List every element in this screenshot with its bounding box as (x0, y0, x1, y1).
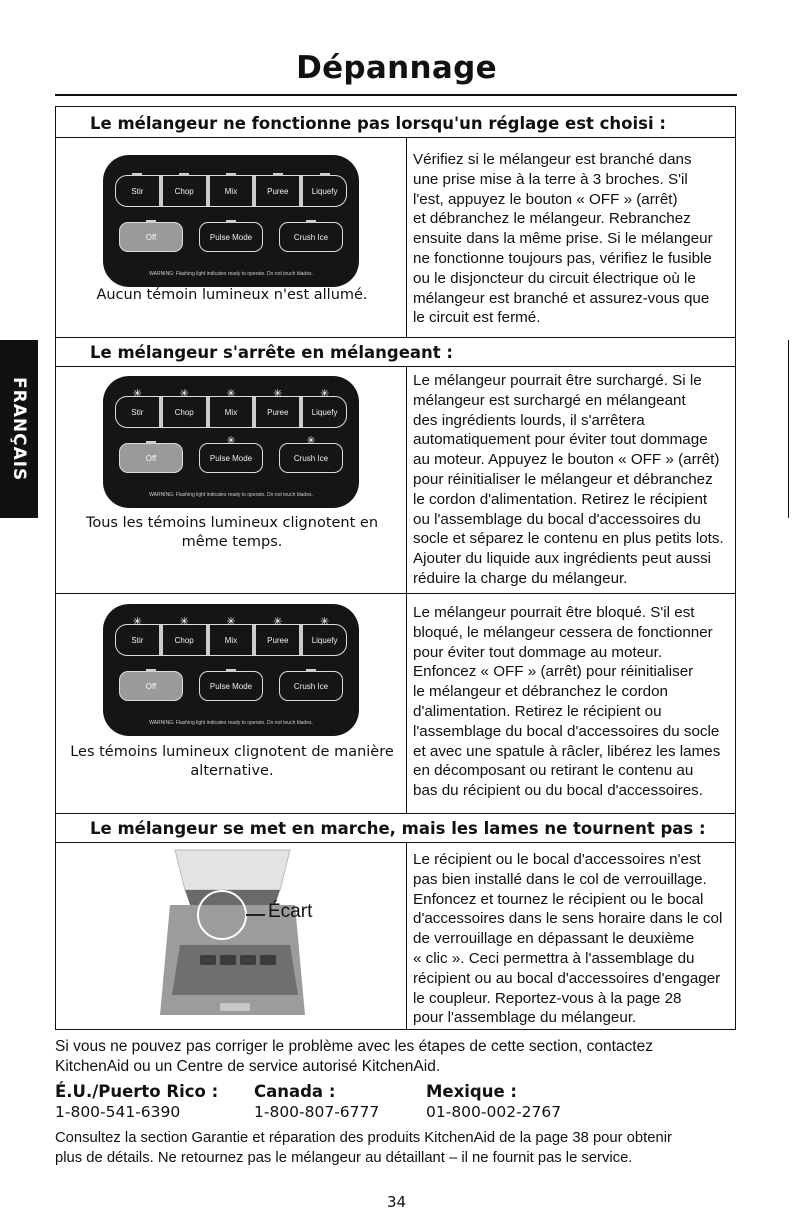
title-divider (55, 94, 737, 96)
panel-warning: WARNING: Flashing light indicates ready to operate. Do not touch blades. (149, 492, 313, 498)
problem-caption: Tous les témoins lumineux clignotent en même temps. (85, 515, 379, 550)
flash-icon: ✳ (319, 616, 330, 628)
flash-icon: ✳ (132, 616, 142, 628)
flash-icon: ✳ (319, 388, 330, 400)
column-divider (406, 137, 407, 337)
column-divider (406, 366, 407, 813)
section-divider (55, 842, 736, 843)
control-panel-flashing-image (103, 376, 359, 508)
control-panel-image (103, 155, 359, 287)
flash-icon: ✳ (226, 435, 236, 447)
speed-button: ✳ Stir (131, 616, 144, 645)
solution-text: Le mélangeur pourrait être surchargé. Si le mélangeur est surchargé en mélangeant des ingrédients lourds, il s'arrêtera automatiquement pour éviter tout dommage au moteur. Appuyez le bouton « OFF » (arrêt) pour réinitialiser le mélangeur et débranchez le cordon d'alimentation. Retirez le récipient ou l'assemblage du bocal d'accessoires du socle et séparez le contenu en plus petits lots. Ajouter du liquide aux ingrédients peut aussi réduire la charge du mélangeur. (413, 372, 724, 587)
section-heading-blades: Le mélangeur se met en marche, mais les lames ne tournent pas : (90, 819, 706, 838)
flash-icon: ✳ (179, 616, 189, 628)
speed-button: ✳ Liquefy (311, 616, 338, 645)
speed-button: Mix (210, 176, 253, 206)
speed-button: ✳ Chop (174, 616, 194, 645)
flash-icon: ✳ (179, 388, 189, 400)
flash-icon: ✳ (273, 616, 283, 628)
section-divider (55, 366, 736, 367)
speed-button: Liquefy (303, 176, 346, 206)
gap-label: Écart (268, 901, 313, 922)
control-panel-alternating-image (103, 604, 359, 736)
page-number: 34 (386, 1193, 407, 1211)
language-side-tab (0, 340, 38, 518)
blender-illustration (140, 845, 330, 1025)
speed-button: ✳ Stir (131, 388, 144, 417)
contact-canada: Canada : 1-800-807-6777 (254, 1082, 380, 1121)
contact-intro: Si vous ne pouvez pas corriger le problème avec les étapes de cette section, contactez KitchenAid ou un Centre de service autorisé KitchenAid. (55, 1038, 653, 1075)
flash-icon: ✳ (273, 388, 283, 400)
speed-button: ✳ Mix (224, 388, 238, 417)
speed-button: ✳ Liquefy (311, 388, 338, 417)
pulse-mode-button: Pulse Mode (199, 671, 263, 701)
speed-button: ✳ Mix (224, 616, 238, 645)
panel-warning: WARNING: Flashing light indicates ready to operate. Do not touch blades. (149, 720, 313, 726)
problem-caption: Aucun témoin lumineux n'est allumé. (96, 287, 368, 303)
contact-mexico: Mexique : 01-800-002-2767 (426, 1082, 562, 1121)
flash-icon: ✳ (226, 616, 236, 628)
section-divider (55, 137, 736, 138)
warranty-note: Consultez la section Garantie et réparation des produits KitchenAid de la page 38 pour obtenir plus de détails. Ne retournez pas le mélangeur au détaillant – il ne fournit pas le service. (55, 1130, 672, 1166)
off-button: Off (119, 443, 183, 473)
solution-text: Le mélangeur pourrait être bloqué. S'il est bloqué, le mélangeur cessera de fonctionner pour éviter tout dommage au moteur. Enfoncez « OFF » (arrêt) pour réinitialiser le mélangeur et débranchez le cordon d'alimentation. Retirez le récipient ou l'assemblage du bocal d'accessoires du socle et avec une spatule à râcler, libérez les lames en décomposant ou retirant le contenu au bas du récipient ou du bocal d'accessoires. (413, 604, 721, 800)
crush-ice-button: Crush Ice (279, 222, 343, 252)
off-button: Off (119, 671, 183, 701)
right-margin-rule (788, 340, 789, 518)
section-divider (55, 593, 736, 594)
side-tab-label: FRANÇAIS (9, 376, 29, 482)
speed-button: ✳ Puree (267, 388, 289, 417)
section-heading-no-start: Le mélangeur ne fonctionne pas lorsqu'un réglage est choisi : (90, 114, 666, 133)
solution-text: Vérifiez si le mélangeur est branché dans une prise mise à la terre à 3 broches. S'il l'est, appuyez le bouton « OFF » (arrêt) et débranchez le mélangeur. Rebranchez ensuite dans la même prise. Si le mélangeur ne fonctionne toujours pas, vérifiez le fusible ou le disjoncteur du circuit électrique où le mélangeur est branché et assurez-vous que le circuit est fermé. (413, 151, 713, 327)
off-button: Off (119, 222, 183, 252)
problem-caption: Les témoins lumineux clignotent de manière alternative. (70, 744, 394, 779)
column-divider (406, 842, 407, 1030)
contact-us: É.U./Puerto Rico : 1-800-541-6390 (55, 1082, 219, 1121)
speed-button: Chop (163, 176, 206, 206)
page-title: Dépannage (296, 50, 497, 86)
section-divider (55, 813, 736, 814)
flash-icon: ✳ (226, 388, 236, 400)
speed-button: ✳ Puree (267, 616, 289, 645)
panel-warning: WARNING: Flashing light indicates ready to operate. Do not touch blades. (149, 271, 313, 277)
pulse-mode-button: ✳ Pulse Mode (199, 443, 263, 473)
flash-icon: ✳ (306, 435, 316, 447)
crush-ice-button: ✳ Crush Ice (279, 443, 343, 473)
solution-text: Le récipient ou le bocal d'accessoires n'est pas bien installé dans le col de verrouillage. Enfoncez et tournez le récipient ou le bocal d'accessoires dans le sens horaire dans le col de verrouillage en dépassant le deuxième « clic ». Ceci permettra à l'assemblage du récipient ou au bocal d'accessoires d'engager le coupleur. Reportez-vous à la page 28 pour l'assemblage du mélangeur. (413, 851, 723, 1027)
crush-ice-button: Crush Ice (279, 671, 343, 701)
pulse-mode-button: Pulse Mode (199, 222, 263, 252)
section-divider (55, 337, 736, 338)
speed-button: Stir (116, 176, 159, 206)
section-heading-stops: Le mélangeur s'arrête en mélangeant : (90, 343, 454, 362)
speed-button: ✳ Chop (174, 388, 194, 417)
speed-button: Puree (256, 176, 299, 206)
flash-icon: ✳ (132, 388, 142, 400)
